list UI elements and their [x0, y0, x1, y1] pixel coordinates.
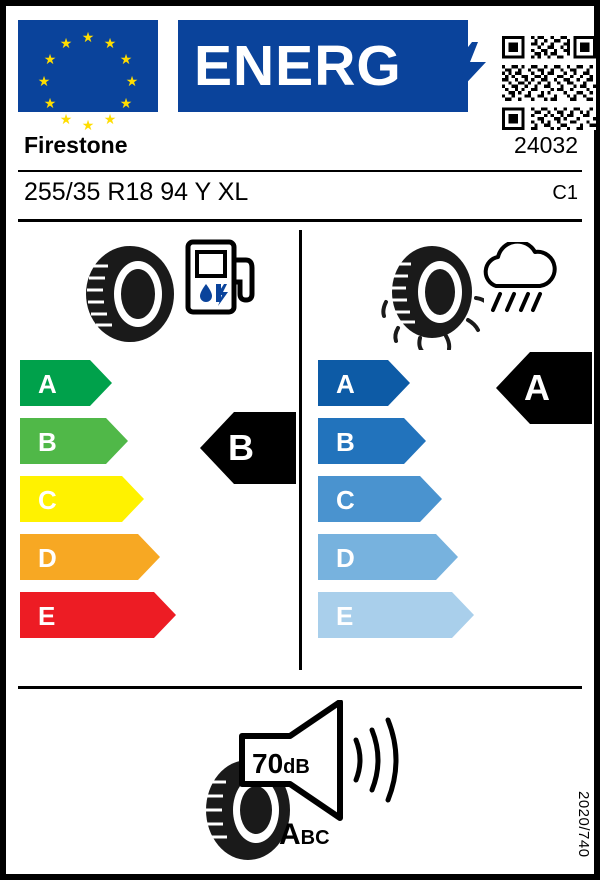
fuel-grade-e — [20, 592, 280, 638]
fuel-grade-c-label: C — [38, 485, 57, 515]
fuel-grade-d-label: D — [38, 543, 57, 573]
tyre-icon — [82, 244, 178, 344]
fuel-grade-d — [20, 534, 280, 580]
fuel-efficiency-result-label: B — [228, 427, 254, 468]
brand-name: Firestone — [24, 132, 128, 158]
wet-grade-c-label: C — [336, 485, 355, 515]
fuel-pump-icon — [184, 238, 256, 316]
fuel-grade-a — [20, 360, 280, 406]
fuel-grade-a-label: A — [38, 369, 57, 399]
qr-code-icon — [502, 36, 596, 130]
fuel-efficiency-result — [200, 412, 296, 484]
tyre-icon — [380, 242, 484, 350]
wet-grade-e-label: E — [336, 601, 354, 631]
noise-class — [279, 818, 330, 852]
wet-grade-c — [318, 476, 578, 522]
panel-divider — [299, 230, 302, 670]
wet-grip-pictograms — [360, 238, 590, 348]
fuel-grade-b-label: B — [38, 427, 57, 457]
wet-grade-d-label: D — [336, 543, 355, 573]
noise-section-divider — [18, 686, 582, 689]
noise-number: 70 — [252, 748, 284, 779]
fuel-grade-e-label: E — [38, 601, 56, 631]
fuel-efficiency-pictograms — [60, 238, 290, 348]
wet-grade-b-label: B — [336, 427, 355, 457]
noise-class-inactive: BC — [300, 827, 330, 849]
tyre-size: 255/35 R18 94 Y XL — [24, 178, 249, 206]
page-title: ENERG — [194, 33, 402, 98]
eu-flag-icon: ★ ★ ★ ★ ★ ★ ★ ★ ★ ★ ★ ★ — [18, 20, 158, 112]
rain-cloud-icon — [474, 242, 560, 324]
regulation-reference: 2020/740 — [575, 791, 592, 858]
energy-title-box — [178, 20, 468, 112]
wet-grip-result — [496, 352, 592, 424]
lightning-bolt-icon — [450, 42, 486, 92]
wet-grade-e — [318, 592, 578, 638]
size-row — [18, 176, 582, 222]
type-code: 24032 — [514, 132, 578, 158]
label-header — [18, 20, 582, 133]
wet-grip-result-label: A — [524, 367, 550, 408]
wet-grade-a-label: A — [336, 369, 355, 399]
noise-class-active: A — [279, 818, 301, 851]
tyre-class: C1 — [552, 182, 578, 204]
noise-unit: dB — [283, 756, 310, 778]
noise-value — [252, 748, 310, 780]
wet-grade-b — [318, 418, 578, 464]
fuel-grade-scale — [20, 360, 280, 650]
brand-row — [18, 128, 582, 172]
wet-grade-d — [318, 534, 578, 580]
